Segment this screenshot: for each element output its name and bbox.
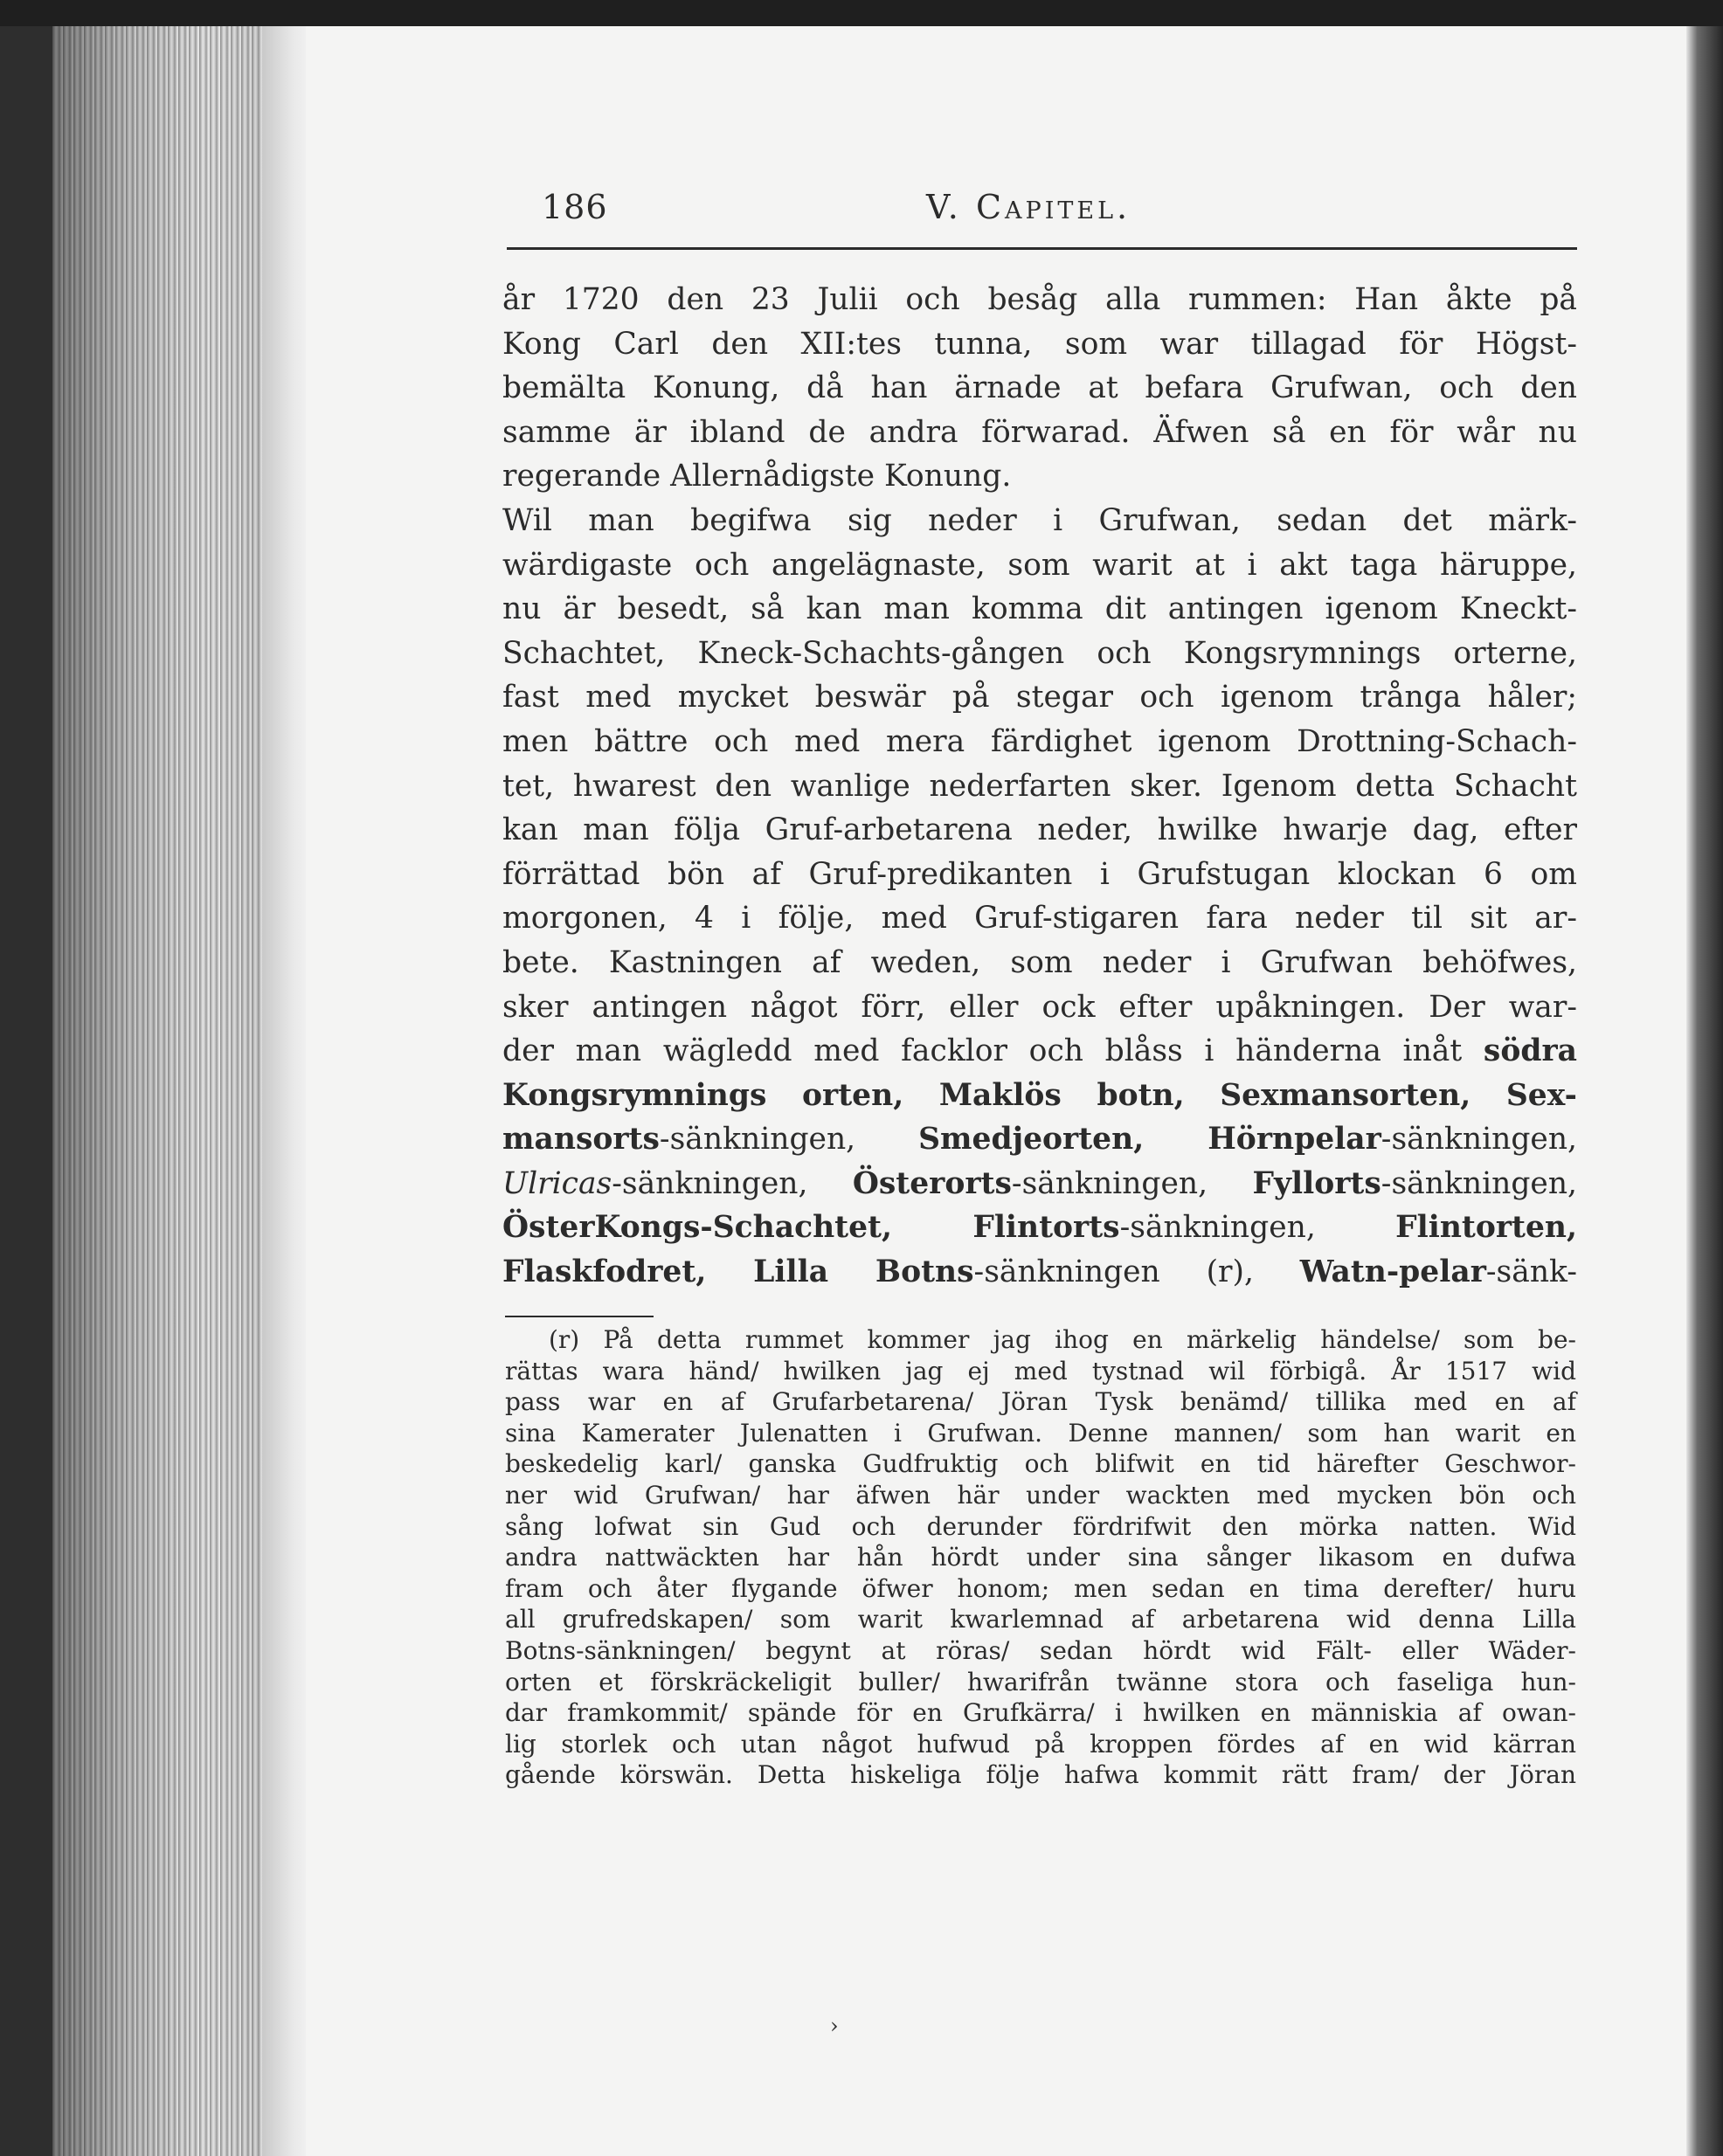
footnote-line: sina Kamerater Julenatten i Grufwan. Denne mannen/ som han warit en <box>505 1418 1576 1448</box>
body-text <box>502 278 1577 1295</box>
running-head <box>542 188 1573 240</box>
body-line <box>502 720 1577 764</box>
bold-place-name: mansorts <box>502 1122 660 1157</box>
body-line <box>502 675 1577 720</box>
footnote-line: (r) På detta rummet kommer jag ihog en märkelig händelse/ som be- <box>549 1325 1576 1354</box>
footnote-line: rättas wara händ/ hwilken jag ej med tystnad wil förbigå. År 1517 wid <box>505 1356 1576 1386</box>
text-run: sker antingen något förr, eller ock efter upåkningen. Der war- <box>502 989 1577 1025</box>
text-run: -sänk- <box>1485 1254 1577 1290</box>
text-run: tet, hwarest den wanlige nederfarten sker. Igenom detta Schacht <box>502 768 1577 804</box>
text-run: -sänkningen (r), <box>973 1254 1300 1290</box>
footnote-line: all grufredskapen/ som warit kwarlemnad af arbetarena wid denna Lilla <box>505 1605 1576 1634</box>
body-line <box>502 632 1577 676</box>
body-line <box>502 1162 1577 1206</box>
text-run: -sänkningen, <box>659 1122 919 1157</box>
body-line <box>502 366 1577 411</box>
text-run: samme är ibland de andra förwarad. Äfwen så en för wår nu <box>502 414 1577 450</box>
text-run: men bättre och med mera färdighet igenom Drottning-Schach- <box>502 723 1577 759</box>
footnote-line: sång lofwat sin Gud och derunder fördrifwit den mörka natten. Wid <box>505 1511 1576 1541</box>
footnote-line: orten et förskräckeligit buller/ hwarifrån twänne stora och faseliga hun- <box>505 1667 1576 1696</box>
body-line <box>502 411 1577 455</box>
footnote-line: beskedelig karl/ ganska Gudfruktig och blifwit en tid härefter Geschwor- <box>505 1449 1576 1479</box>
chapter-title: V. Capitel. <box>926 188 1131 226</box>
body-line <box>502 985 1577 1030</box>
text-run: fast med mycket beswär på stegar och igenom trånga håler; <box>502 680 1577 715</box>
body-line <box>502 1029 1577 1074</box>
text-run: der man wägledd med facklor och blåss i händerna inåt <box>502 1033 1484 1069</box>
bold-place-name: Flintorten, <box>1395 1210 1578 1246</box>
text-run: morgonen, 4 i följe, med Gruf-stigaren fara neder til sit ar- <box>502 901 1577 936</box>
body-line <box>502 853 1577 897</box>
footnote-rule <box>505 1316 654 1317</box>
body-line <box>502 543 1577 588</box>
header-rule <box>507 247 1577 250</box>
text-run: Wil man begifwa sig neder i Grufwan, sedan det märk- <box>502 502 1577 538</box>
page-edges-shading <box>52 26 271 2156</box>
body-line <box>502 764 1577 809</box>
bold-place-name: Kongsrymnings orten, Maklös botn, Sexmansorten, Sex- <box>502 1077 1577 1113</box>
bold-place-name: Fyllorts <box>1252 1165 1381 1201</box>
footnote-line: fram och åter flygande öfwer honom; men sedan en tima derefter/ huru <box>505 1573 1576 1603</box>
text-run: -sänkningen, <box>612 1165 853 1201</box>
text-run: bete. Kastningen af weden, som neder i Grufwan behöfwes, <box>502 944 1577 980</box>
scanner-top-band <box>0 0 1723 26</box>
page-number: 186 <box>542 188 608 226</box>
text-run: kan man följa Gruf-arbetarena neder, hwilke hwarje dag, efter <box>502 812 1577 848</box>
body-line <box>502 278 1577 322</box>
body-line <box>502 808 1577 853</box>
text-run: nu är besedt, så kan man komma dit antingen igenom Kneckt- <box>502 591 1577 627</box>
footnote-line: Botns-sänkningen/ begynt at röras/ sedan hördt wid Fält- eller Wäder- <box>505 1635 1576 1665</box>
footnote-line: lig storlek och utan något hufwud på kroppen fördes af en wid kärran <box>505 1729 1576 1759</box>
body-line <box>502 1206 1577 1250</box>
text-run: bemälta Konung, då han ärnade at befara Grufwan, och den <box>502 370 1577 406</box>
text-run: -sänkningen, <box>1011 1165 1253 1201</box>
footnote-line: pass war en af Grufarbetarena/ Jöran Tysk benämd/ tillika med en af <box>505 1387 1576 1417</box>
body-line <box>502 941 1577 985</box>
text-run: förrättad bön af Gruf-predikanten i Grufstugan klockan 6 om <box>502 856 1577 892</box>
body-line <box>502 499 1577 543</box>
footnote-line: dar framkommit/ spände för en Grufkärra/ i hwilken en människia af owan- <box>505 1698 1576 1728</box>
text-run: Schachtet, Kneck-Schachts-gången och Kongsrymnings orterne, <box>502 635 1577 671</box>
body-line <box>502 454 1577 499</box>
body-line <box>502 587 1577 632</box>
footnote <box>505 1324 1576 1791</box>
text-run: wärdigaste och angelägnaste, som warit at i akt taga häruppe, <box>502 547 1577 583</box>
text-run: regerande Allernådigste Konung. <box>502 459 1012 494</box>
body-line <box>502 322 1577 367</box>
text-run: -sänkningen, <box>1380 1165 1578 1201</box>
body-line <box>502 1074 1577 1118</box>
text-run: -sänkningen, <box>1119 1210 1396 1246</box>
bold-place-name: Smedjeorten, Hörnpelar <box>918 1122 1381 1157</box>
body-line <box>502 896 1577 941</box>
footnote-line: gående körswän. Detta hiskeliga följe hafwa kommit rätt fram/ der Jöran <box>505 1760 1576 1790</box>
footnote-line: ner wid Grufwan/ har äfwen här under wackten med mycken bön och <box>505 1480 1576 1510</box>
footnote-line: andra nattwäckten har hån hördt under sina sånger likasom en dufwa <box>505 1543 1576 1572</box>
text-run: Kong Carl den XII:tes tunna, som war tillagad för Högst- <box>502 326 1577 362</box>
bold-place-name: södra <box>1483 1033 1577 1069</box>
bold-place-name: Watn-pelar <box>1299 1254 1486 1290</box>
bold-place-name: Österorts <box>852 1165 1012 1201</box>
text-run: -sänkningen, <box>1380 1122 1578 1157</box>
bold-place-name: Flaskfodret, Lilla Botns <box>502 1254 974 1290</box>
page-right-edge <box>1686 26 1723 2156</box>
body-line <box>502 1117 1577 1162</box>
stray-ink-mark: › <box>830 2014 839 2038</box>
italic-place-name: Ulricas <box>502 1165 612 1201</box>
bold-place-name: ÖsterKongs-Schachtet, Flintorts <box>502 1210 1120 1246</box>
text-run: år 1720 den 23 Julii och besåg alla rummen: Han åkte på <box>502 282 1577 317</box>
body-line <box>502 1250 1577 1295</box>
